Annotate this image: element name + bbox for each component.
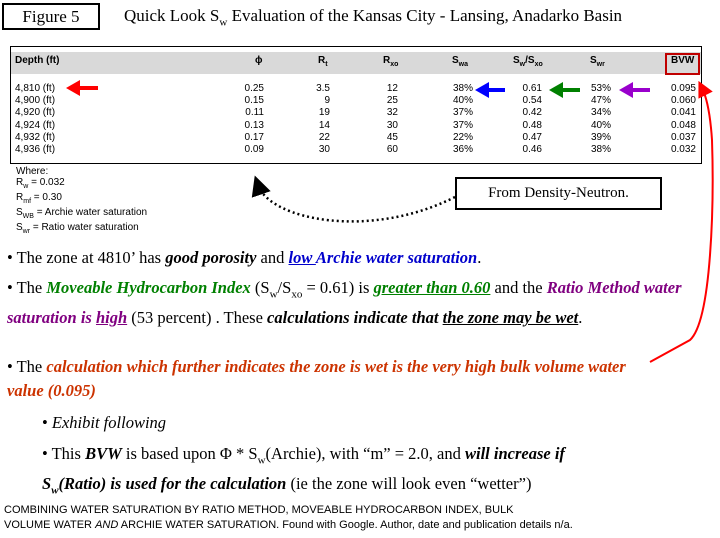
- table-cell-swr: 53%: [590, 83, 611, 94]
- table-cell-swa: 38%: [452, 83, 473, 94]
- table-cell-phi: 0.09: [244, 144, 264, 155]
- table-cell-phi: 0.25: [244, 83, 264, 94]
- header-rt: $R_t$: [318, 55, 328, 68]
- table-cell-swr: 47%: [590, 95, 611, 107]
- table-cell-bvw: 0.048: [670, 119, 696, 131]
- table-cell-depth: 4,900 (ft): [15, 95, 56, 107]
- bullet-exhibit: • Exhibit following: [42, 413, 167, 432]
- table-cell-swr: 34%: [590, 107, 611, 119]
- table-cell-depth: 4,920 (ft): [15, 107, 56, 119]
- purple-arrow-icon: [619, 82, 650, 98]
- table-cell-bvw: 0.032: [670, 144, 696, 155]
- table-cell-rt: 3.5: [316, 83, 330, 94]
- where-heading: Where:: [16, 166, 49, 177]
- footer-citation: COMBINING WATER SATURATION BY RATIO METHOD, MOVEABLE HYDROCARBON INDEX, BULK VOLUME WATER AND ARCHIE WATER SATURATION. Found with Google. Author, date and publication details n/a.: [4, 504, 573, 531]
- table-cell-swa: 37%: [452, 107, 473, 119]
- bullet-bulk-volume: • The calculation which further indicates the zone is wet is the very high bulk volume water value (0.095): [7, 357, 626, 400]
- table-cell-depth: 4,932 (ft): [15, 131, 56, 143]
- where-item: $S_{wr}$ = Ratio water saturation: [16, 222, 139, 235]
- table-cell-depth: 4,810 (ft): [15, 83, 56, 94]
- where-item: $S_{WB}$ = Archie water saturation: [16, 207, 148, 220]
- table-cell-rxo: 60: [386, 144, 398, 155]
- table-cell-swr: 38%: [590, 144, 611, 155]
- table-cell-bvw: 0.037: [670, 131, 696, 143]
- table-cell-depth: 4,924 (ft): [15, 119, 56, 131]
- bullet-porosity: • The zone at 4810’ has good porosity and low Archie water saturation.: [7, 248, 482, 267]
- table-cell-swa: 22%: [452, 131, 473, 143]
- figure-label: Figure 5: [2, 3, 100, 30]
- table-cell-phi: 0.13: [244, 119, 264, 131]
- table-cell-swa: 37%: [452, 119, 473, 131]
- table-cell-rxo: 32: [386, 107, 398, 119]
- table-cell-rt: 14: [318, 119, 330, 131]
- blue-arrow-icon: [475, 82, 505, 98]
- green-arrow-icon: [549, 82, 580, 98]
- table-cell-rt: 22: [318, 131, 330, 143]
- header-bvw: BVW: [671, 55, 695, 66]
- table-cell-rt: 19: [318, 107, 330, 119]
- table-cell-swa: 40%: [452, 95, 473, 107]
- table-cell-rxo: 45: [386, 131, 398, 143]
- header-swr: $S_{wr}$: [590, 55, 605, 68]
- table-cell-swr: 40%: [590, 119, 611, 131]
- table-cell-rxo: 30: [386, 119, 398, 131]
- header-swa: $S_{wa}$: [452, 55, 469, 68]
- table-cell-ratio: 0.61: [522, 83, 542, 94]
- table-cell-swr: 39%: [590, 131, 611, 143]
- table-cell-phi: 0.11: [245, 107, 264, 119]
- table-cell-bvw: 0.060: [670, 95, 696, 107]
- table-cell-bvw: 0.041: [670, 107, 696, 119]
- red-arrow-icon: [66, 80, 98, 96]
- bullet-bvw-basis: • This BVW is based upon Φ * $S_w(Archie)$, with “m” = 2.0, and will increase if $S_w(Ratio)$ is used for the calculation (ie the zone will look even “wetter”): [42, 444, 565, 497]
- header-porosity: ϕ: [255, 55, 263, 66]
- table-cell-rt: 30: [318, 144, 330, 155]
- table-cell-ratio: 0.48: [522, 119, 542, 131]
- table-cell-swa: 36%: [452, 144, 473, 155]
- table-cell-ratio: 0.42: [522, 107, 542, 119]
- table-cell-ratio: 0.54: [522, 95, 542, 107]
- table-cell-ratio: 0.46: [522, 144, 542, 155]
- where-item: $R_{mf} = 0.30$: [16, 192, 62, 205]
- bullet-moveable-index: • The Moveable Hydrocarbon Index $(S_w/S_{xo} = 0.61)$ is greater than 0.60 and the Ratio Method water saturation is high (53 percent) . These calculations indicate that the zone may be wet.: [7, 278, 682, 328]
- table-cell-bvw: 0.095: [670, 83, 696, 94]
- table-cell-rt: 9: [324, 95, 330, 107]
- page-title: Quick Look $S_w$ Evaluation of the Kansas City - Lansing, Anadarko Basin: [124, 6, 623, 29]
- header-rxo: $R_{xo}$: [383, 55, 399, 68]
- where-item: $R_w = 0.032$: [16, 177, 65, 190]
- header-sw-sxo: $S_w/S_{xo}$: [513, 55, 543, 68]
- table-cell-phi: 0.17: [244, 131, 264, 143]
- table-cell-rxo: 12: [386, 83, 398, 94]
- table-cell-ratio: 0.47: [522, 131, 542, 143]
- header-depth: Depth (ft): [15, 55, 60, 66]
- density-neutron-callout: From Density-Neutron.: [455, 177, 662, 210]
- table-cell-rxo: 25: [386, 95, 398, 107]
- dotted-arrow-icon: [258, 185, 455, 221]
- table-cell-phi: 0.15: [244, 95, 264, 107]
- table-cell-depth: 4,936 (ft): [15, 144, 56, 155]
